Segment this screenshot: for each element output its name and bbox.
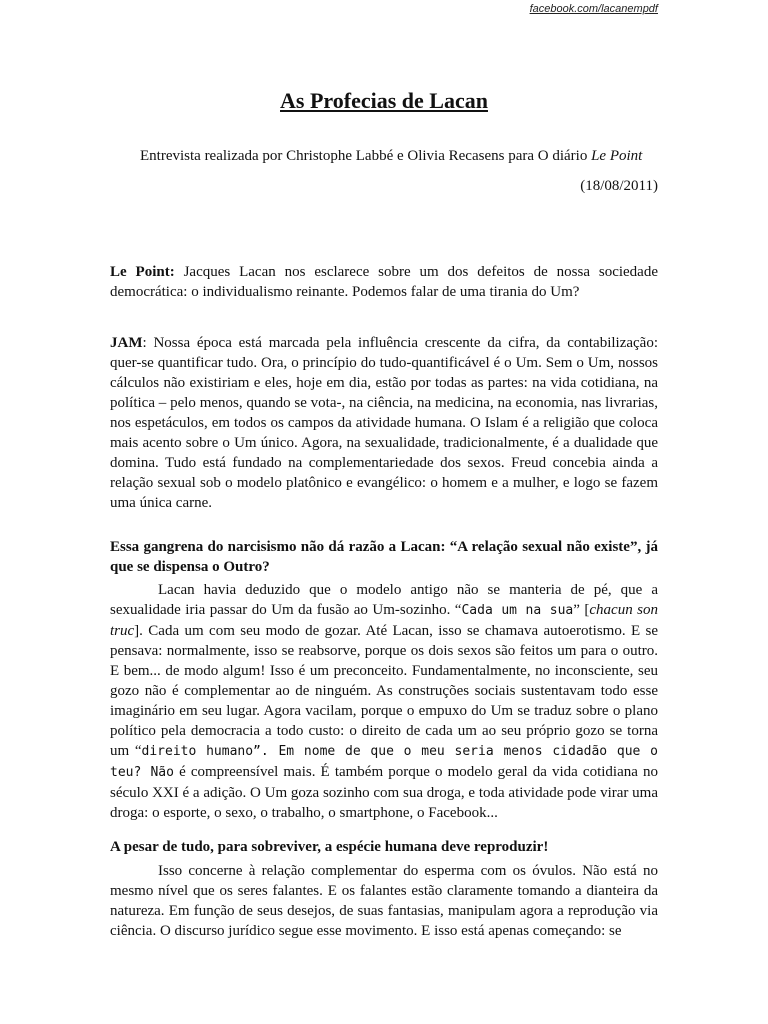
byline-text: Entrevista realizada por Christophe Labbé e Olivia Recasens para O diário: [140, 148, 592, 164]
byline: [140, 148, 658, 165]
question-2: Essa gangrena do narcisismo não dá razão a Lacan: “A relação sexual não existe”, já que se dispensa o Outro?: [110, 539, 658, 575]
answer-2-quote-1: Cada um na sua: [461, 603, 574, 618]
answer-3: Isso concerne à relação complementar do esperma com os óvulos. Não está no mesmo nível que os seres falantes. E os falantes estão claramente tomando a dianteira da natureza. Em função de seus desejos, de suas fantasias, manipulam agora a reprodução via ciência. O discurso jurídico segue esse movimento. E isso está apenas começando: se: [110, 863, 658, 939]
answer-2-part-1: Lacan havia deduzido que o modelo antigo não se manteria de pé, que a sexualidade iria passar do Um da fusão ao Um-sozinho. “: [110, 582, 658, 618]
facebook-link[interactable]: facebook.com/lacanempdf: [529, 3, 658, 15]
answer-1-speaker: JAM: [110, 335, 143, 351]
answer-2-part-3: ]. Cada um com seu modo de gozar. Até Lacan, isso se chamava autoerotismo. E se pensava: normalmente, isso se reabsorve, porque os dois sexos são feitos um para o outro. E bem... de modo algum! Isso é um preconceito. Fundamentalmente, no inconsciente, seu gozo não é complementar ao de ninguém. As construções sociais sustentavam todo esse imaginário em seu lugar. Agora vacilam, porque o empuxo do Um se traduz sobre o plano político pela democracia a todo custo: o direito de cada um ao seu próprio gozo se torna um “: [110, 623, 658, 759]
publication-date: (18/08/2011): [580, 178, 658, 194]
answer-2-quote-2: direito humano”. Em nome de que o meu seria menos cidadão que o teu? Não: [110, 744, 658, 780]
page-title: As Profecias de Lacan: [280, 88, 488, 113]
question-3: A pesar de tudo, para sobreviver, a espécie humana deve reproduzir!: [110, 839, 549, 855]
answer-1-text: : Nossa época está marcada pela influência crescente da cifra, da contabilização: quer-se quantificar tudo. Ora, o princípio do tudo-quantificável é o Um. Sem o Um, nossos cálculos não existiriam e eles, hoje em dia, estão por todas as partes: na vida cotidiana, na política – pelo menos, quando se vota-, na ciência, na medicina, na economia, nas livrarias, nos espetáculos, em todos os campos da atividade humana. O Islam é a religião que coloca mais acento sobre o Um único. Agora, na sexualidade, tradicionalmente, é a dualidade que domina. Tudo está fundado na complementariedade dos sexos. Freud concebia ainda a relação sexual sob o modelo platônico e evangélico: o homem e a mulher, e logo se fazem uma única carne.: [110, 335, 658, 511]
answer-2-french: chacun son truc: [110, 602, 659, 639]
answer-2-part-4: é compreensível mais. É também porque o modelo geral da vida cotidiana no século XXI é a adição. O Um goza sozinho com sua droga, e toda atividade pode virar uma droga: o esporte, o sexo, o trabalho, o smartphone, o Facebook...: [110, 764, 658, 821]
answer-2-part-2: ” [: [573, 602, 590, 618]
answer-2: [110, 580, 658, 823]
byline-publication: Le Point: [591, 148, 643, 164]
answer-1: [110, 333, 658, 513]
question-1-speaker: Le Point:: [110, 264, 175, 280]
question-1: [110, 262, 658, 302]
question-1-text: Jacques Lacan nos esclarece sobre um dos defeitos de nossa sociedade democrática: o individualismo reinante. Podemos falar de uma tirania do Um?: [110, 264, 658, 300]
